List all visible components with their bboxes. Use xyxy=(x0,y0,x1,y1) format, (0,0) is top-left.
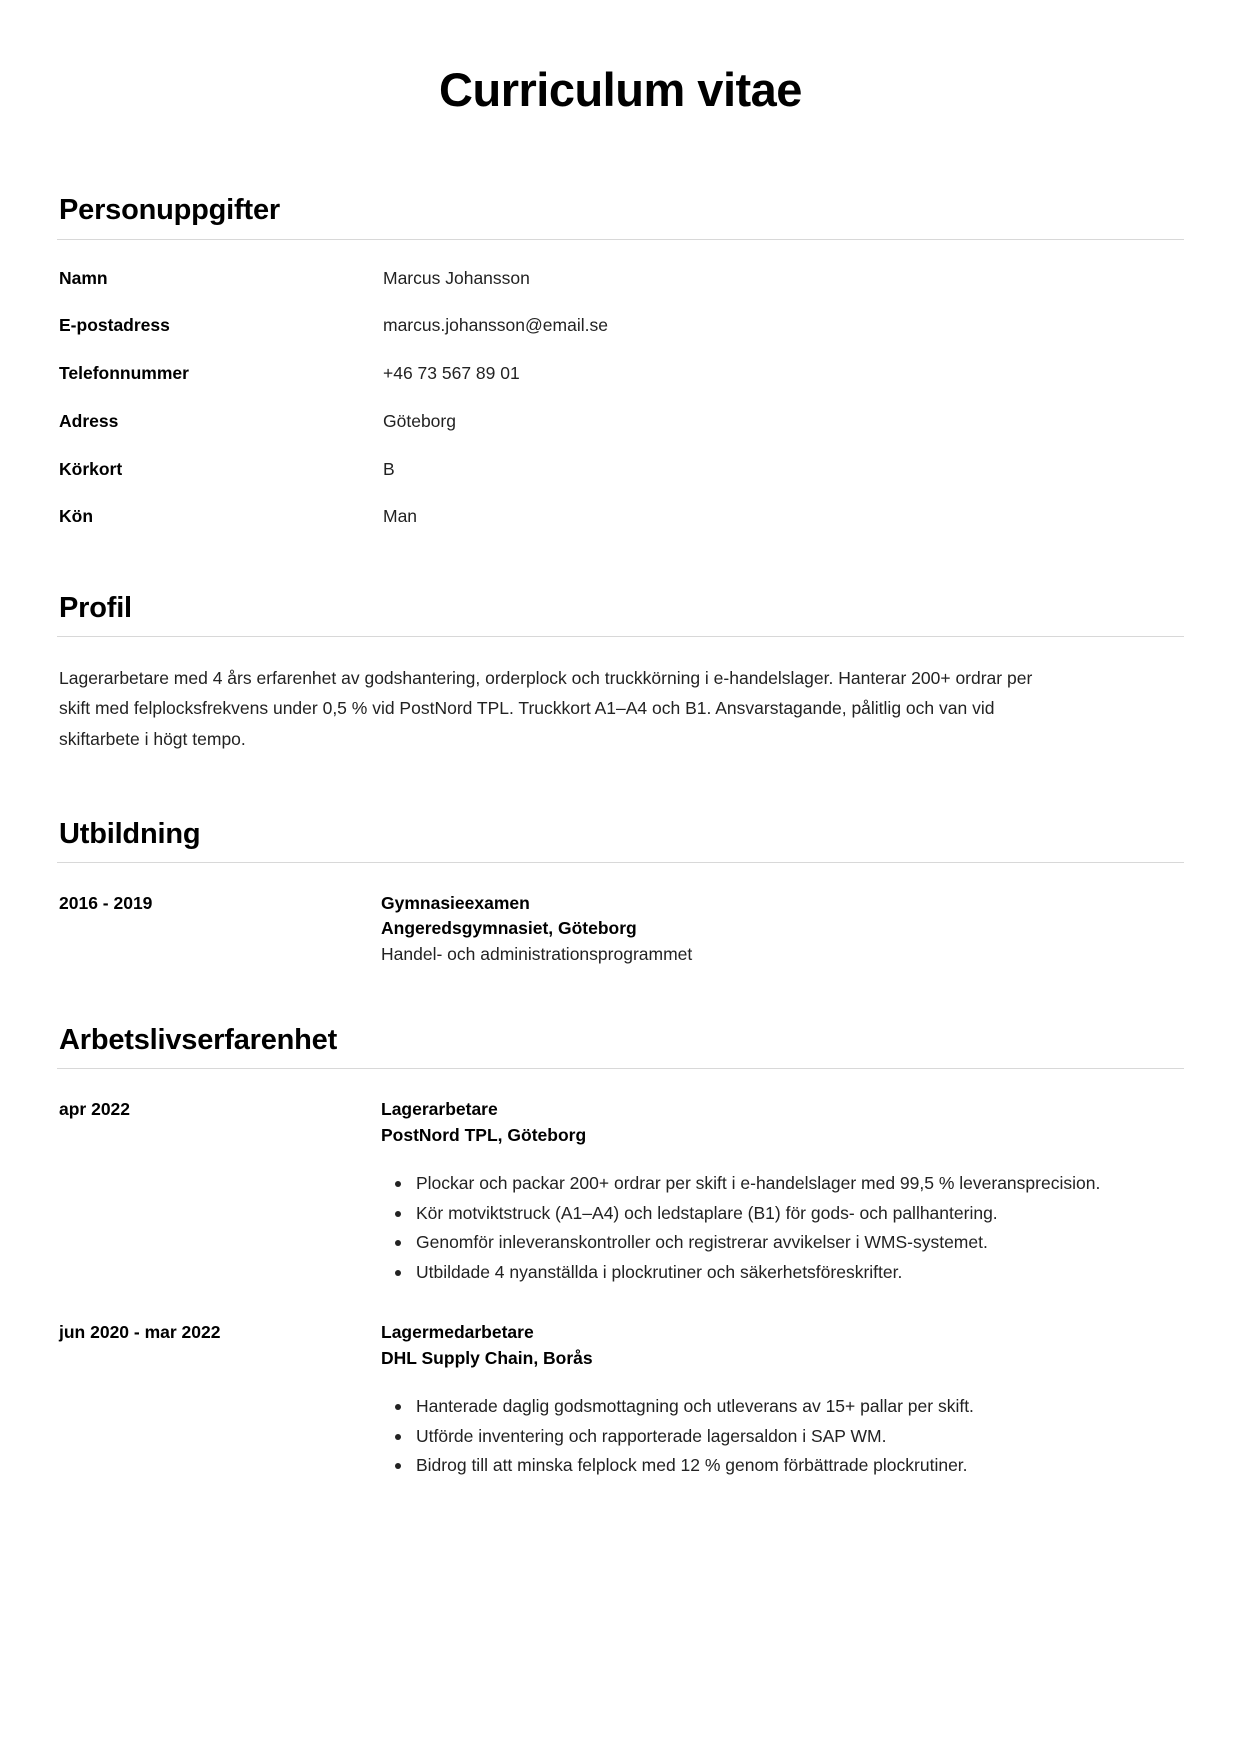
work-entry-body xyxy=(381,1320,1184,1482)
field-value-telefonnummer: +46 73 567 89 01 xyxy=(383,363,520,384)
table-row xyxy=(57,362,1184,410)
list-item: Utbildade 4 nyanställda i plockrutiner och säkerhetsföreskrifter. xyxy=(381,1259,1184,1286)
list-item: Hanterade daglig godsmottagning och utleverans av 15+ pallar per skift. xyxy=(381,1393,1184,1420)
field-label-epostadress: E-postadress xyxy=(59,315,170,336)
field-value-kon: Man xyxy=(383,506,418,527)
work-entry-body xyxy=(381,1097,1184,1288)
field-value-namn: Marcus Johansson xyxy=(383,267,530,288)
field-value-korkort: B xyxy=(383,458,395,479)
education-entry-degree: Gymnasieexamen xyxy=(381,892,530,913)
work-entry-role: Lagerarbetare xyxy=(381,1099,498,1120)
section-education xyxy=(57,816,1184,967)
list-item: Utförde inventering och rapporterade lagersaldon i SAP WM. xyxy=(381,1423,1184,1450)
section-heading-education: Utbildning xyxy=(59,817,201,850)
field-value-adress: Göteborg xyxy=(383,410,456,431)
table-row xyxy=(57,505,1184,528)
work-entry-employer: DHL Supply Chain, Borås xyxy=(381,1347,593,1368)
section-divider-work-experience xyxy=(57,1068,1184,1069)
list-item: Plockar och packar 200+ ordrar per skift i e-handelslager med 99,5 % leveransprecision. xyxy=(381,1170,1184,1197)
field-value-epostadress: marcus.johansson@email.se xyxy=(383,315,608,336)
education-entry-body xyxy=(381,891,1184,967)
education-entry xyxy=(57,891,1184,967)
section-divider-personal-details xyxy=(57,239,1184,240)
profile-summary-text: Lagerarbetare med 4 års erfarenhet av godshantering, orderplock och truckkörning i e-handelslager. Hanterar 200+ ordrar per skift med felplocksfrekvens under 0,5 % vid PostNord TPL. Truckkort A1–A4 och B1. Ansvarstagande, pålitlig och van vid skiftarbete i högt tempo. xyxy=(59,668,1033,749)
personal-details-body xyxy=(57,267,1184,529)
field-label-telefonnummer: Telefonnummer xyxy=(59,363,189,384)
list-item: Kör motviktstruck (A1–A4) och ledstaplare (B1) för gods- och pallhantering. xyxy=(381,1200,1184,1227)
work-entry-date: apr 2022 xyxy=(59,1099,131,1120)
work-entry-bullet-list xyxy=(381,1170,1184,1285)
section-divider-profile xyxy=(57,636,1184,637)
list-item: Genomför inleveranskontroller och registrerar avvikelser i WMS-systemet. xyxy=(381,1229,1184,1256)
list-item: Bidrog till att minska felplock med 12 % genom förbättrade plockrutiner. xyxy=(381,1452,1184,1479)
section-heading-profile: Profil xyxy=(59,592,132,625)
education-entry-programme: Handel- och administrationsprogrammet xyxy=(381,943,693,964)
table-row xyxy=(57,267,1184,315)
table-row xyxy=(57,458,1184,506)
work-entry-date: jun 2020 - mar 2022 xyxy=(59,1322,221,1343)
field-label-adress: Adress xyxy=(59,410,119,431)
personal-details-table xyxy=(57,267,1184,529)
field-label-kon: Kön xyxy=(59,506,94,527)
work-entry-bullet-list xyxy=(381,1393,1184,1479)
section-profile xyxy=(57,590,1184,754)
education-entry-date: 2016 - 2019 xyxy=(59,892,153,913)
work-entry-employer: PostNord TPL, Göteborg xyxy=(381,1124,587,1145)
section-heading-work-experience: Arbetslivserfarenhet xyxy=(59,1024,338,1057)
page-title: Curriculum vitae xyxy=(439,63,802,116)
field-label-korkort: Körkort xyxy=(59,458,123,479)
section-heading-personal-details: Personuppgifter xyxy=(59,194,280,227)
education-entry-school: Angeredsgymnasiet, Göteborg xyxy=(381,918,637,939)
work-entry xyxy=(57,1320,1184,1482)
section-work-experience xyxy=(57,1022,1184,1482)
table-row xyxy=(57,410,1184,458)
section-personal-details xyxy=(57,192,1184,528)
table-row xyxy=(57,314,1184,362)
work-entry xyxy=(57,1097,1184,1288)
section-divider-education xyxy=(57,862,1184,863)
field-label-namn: Namn xyxy=(59,267,108,288)
work-entry-role: Lagermedarbetare xyxy=(381,1322,534,1343)
